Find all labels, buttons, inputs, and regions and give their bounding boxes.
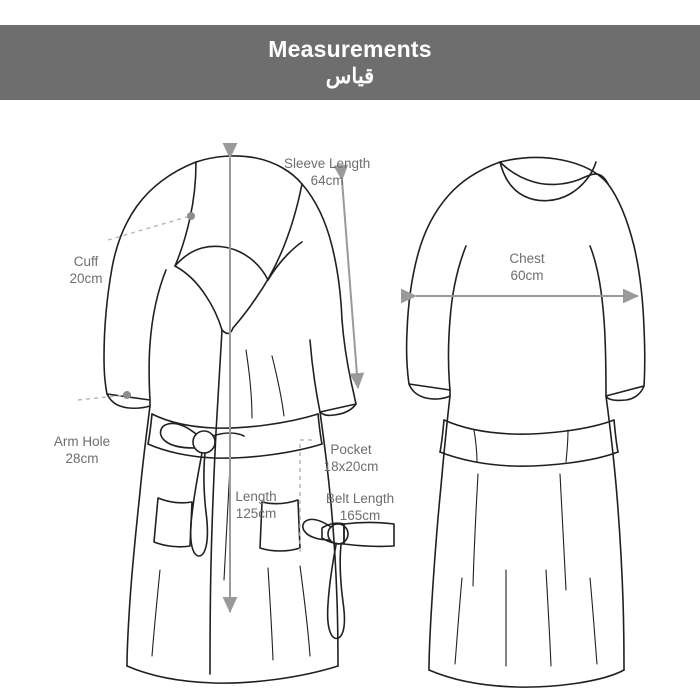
label-chest: Chest 60cm — [509, 251, 545, 283]
label-length: Length 125cm — [235, 489, 277, 521]
measurement-annotations — [0, 100, 700, 700]
label-sleeve-length: Sleeve Length 64cm — [284, 156, 371, 188]
label-cuff: Cuff 20cm — [69, 254, 103, 286]
sleeve-length-arrow — [342, 180, 358, 388]
arm-hole-leader-dot — [123, 391, 131, 399]
page-title: Measurements — [268, 36, 432, 62]
label-arm-hole: Arm Hole 28cm — [53, 434, 111, 466]
header-bar — [0, 25, 700, 100]
label-belt-length: Belt Length 165cm — [325, 491, 395, 523]
page-title-arabic: قياس — [325, 65, 375, 88]
diagram-canvas — [0, 100, 700, 700]
cuff-leader-dot — [187, 212, 195, 220]
cuff-leader — [108, 216, 190, 240]
arm-hole-leader — [78, 395, 126, 400]
label-pocket: Pocket 18x20cm — [323, 442, 379, 474]
